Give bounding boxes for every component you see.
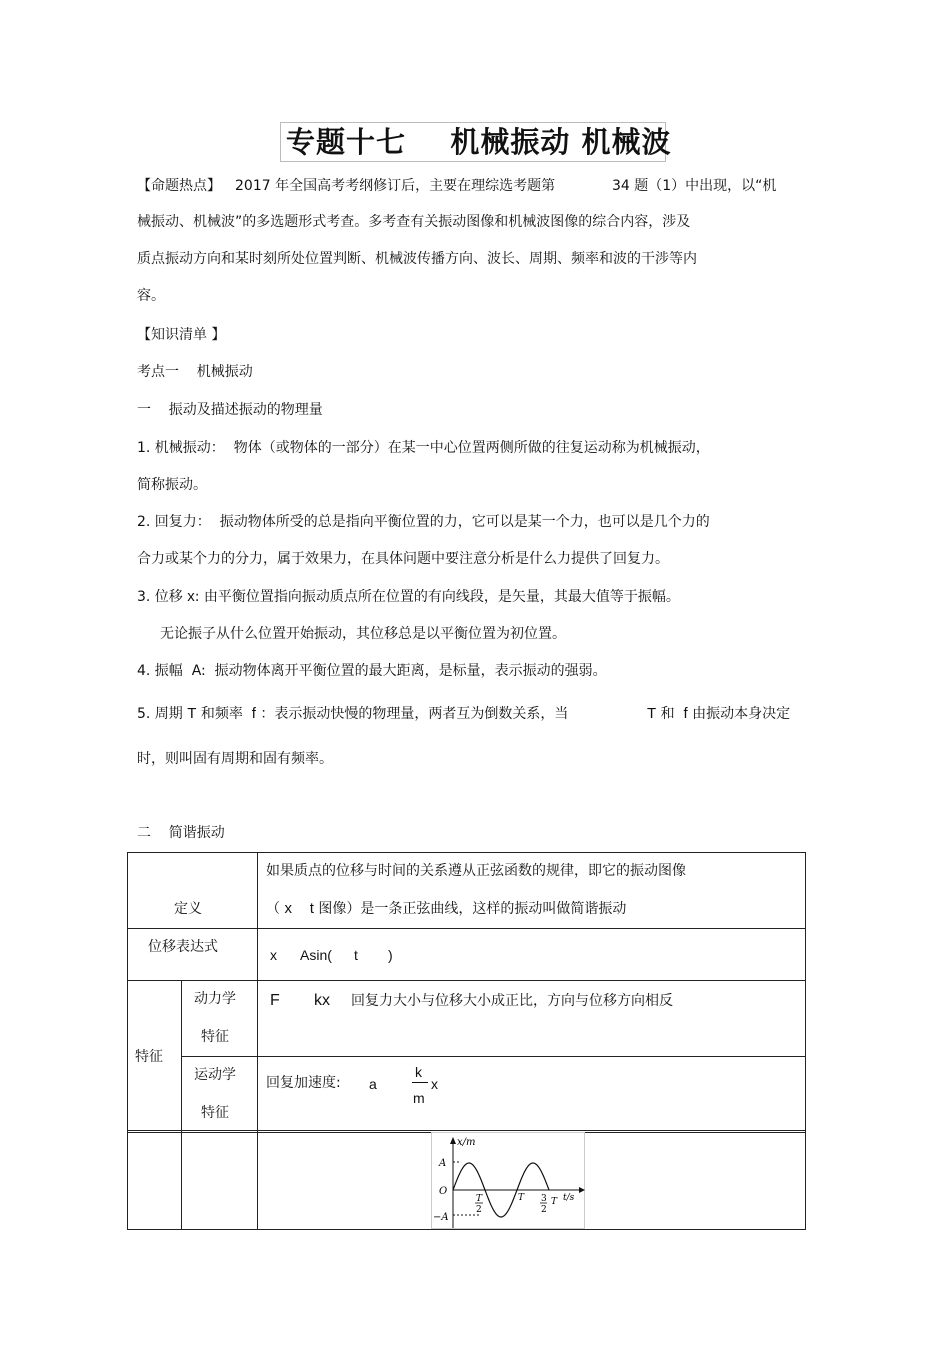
item-2a: 2. 回复力： 振动物体所受的总是指向平衡位置的力，它可以是某一个力，也可以是几个力的 (137, 514, 710, 530)
intro-label: 【命题热点】 (137, 178, 221, 194)
T-half-den: 2 (476, 1204, 482, 1215)
item-3a: 3. 位移 x: 由平衡位置指向振动质点所在位置的有向线段，是矢量，其最大值等于振幅。 (137, 588, 680, 605)
section-heading-2: 二 简谐振动 (137, 825, 225, 841)
fraction-bar (412, 1082, 428, 1083)
graph-empty-cell-2 (182, 1131, 258, 1230)
intro-line3: 质点振动方向和某时刻所处位置判断、机械波传播方向、波长、周期、频率和波的干涉等内 (137, 251, 697, 267)
kin-text-cell (258, 1057, 806, 1133)
disp-expr-cell (258, 929, 806, 981)
item-5a-tail: T 和 f 由振动本身决定 (647, 705, 791, 722)
x-axis-arrow (450, 1137, 456, 1144)
kin-label-cell (182, 1057, 258, 1133)
item-4: 4. 振幅 A: 振动物体离开平衡位置的最大距离，是标量，表示振动的强弱。 (137, 663, 607, 679)
disp-label-cell (128, 929, 258, 981)
dyn-label-1: 动力学 (194, 991, 236, 1007)
T-label: T (518, 1192, 525, 1203)
intro-line2: 械振动、机械波”的多选题形式考查。多考查有关振动图像和机械波图像的综合内容，涉及 (137, 214, 691, 230)
def-label: 定义 (174, 901, 202, 917)
three-half-den: 2 (541, 1204, 547, 1215)
O-label: O (439, 1185, 448, 1197)
def-text-2: （ x t 图像）是一条正弦曲线，这样的振动叫做简谐振动 (266, 900, 627, 917)
three-half-T: T (551, 1196, 558, 1207)
item-5b: 时，则叫固有周期和固有频率。 (137, 751, 333, 767)
def-text-cell (258, 853, 806, 929)
graph-table (127, 1130, 806, 1230)
disp-expr: Asin( (300, 947, 332, 963)
disp-close: ) (388, 947, 393, 963)
disp-x: x (270, 947, 277, 963)
disp-label: 位移表达式 (148, 939, 218, 955)
item-1a: 1. 机械振动： 物体（或物体的一部分）在某一中心位置两侧所做的往复运动称为机械振动， (137, 440, 710, 456)
kin-k: k (415, 1064, 422, 1080)
t-axis-label: t/s (563, 1192, 575, 1203)
knowledge-header: 【知识清单 】 (137, 327, 226, 343)
page-title: 专题十七 机械振动 机械波 (286, 125, 672, 159)
T-half-num: T (476, 1193, 483, 1204)
negA-label: −A (433, 1211, 449, 1223)
kin-label-2: 特征 (201, 1105, 229, 1121)
shm-table (127, 852, 806, 1133)
feat-label: 特征 (135, 1049, 163, 1065)
item-5a: 5. 周期 T 和频率 f ：表示振动快慢的物理量，两者互为倒数关系，当 (137, 705, 569, 722)
graph-empty-cell-1 (128, 1131, 182, 1230)
intro-line1b: 34 题（1）中出现，以“机 (612, 178, 777, 194)
dyn-kx: kx (314, 992, 330, 1009)
item-2b: 合力或某个力的分力，属于效果力，在具体问题中要注意分析是什么力提供了回复力。 (137, 551, 669, 567)
item-1b: 简称振动。 (137, 477, 207, 493)
graph-cell (258, 1131, 806, 1230)
three-half-num: 3 (541, 1193, 547, 1204)
feat-label-cell (128, 981, 182, 1133)
y-axis-label: x/m (457, 1136, 476, 1148)
item-3b: 无论振子从什么位置开始振动，其位移总是以平衡位置为初位置。 (160, 626, 566, 642)
section-heading-1: 一 振动及描述振动的物理量 (137, 402, 323, 418)
def-text-1: 如果质点的位移与时间的关系遵从正弦函数的规律，即它的振动图像 (266, 863, 686, 879)
dyn-label-cell (182, 981, 258, 1057)
sine-graph (431, 1132, 585, 1229)
dyn-text-cell (258, 981, 806, 1057)
dyn-F: F (270, 992, 280, 1009)
dyn-text: 回复力大小与位移大小成正比，方向与位移方向相反 (351, 993, 673, 1009)
kin-a: a (369, 1076, 377, 1092)
intro-line4: 容。 (137, 288, 165, 304)
kin-label-1: 运动学 (194, 1067, 236, 1083)
graph-frame (432, 1132, 585, 1228)
disp-t: t (354, 947, 358, 963)
dyn-label-2: 特征 (201, 1029, 229, 1045)
def-label-cell (128, 853, 258, 929)
point-heading: 考点一 机械振动 (137, 364, 253, 380)
kin-text: 回复加速度: (266, 1075, 341, 1091)
A-label: A (439, 1157, 447, 1169)
intro-line1a: 2017 年全国高考考纲修订后，主要在理综选考题第 (235, 178, 556, 194)
kin-x: x (431, 1076, 438, 1092)
kin-m: m (413, 1090, 425, 1106)
